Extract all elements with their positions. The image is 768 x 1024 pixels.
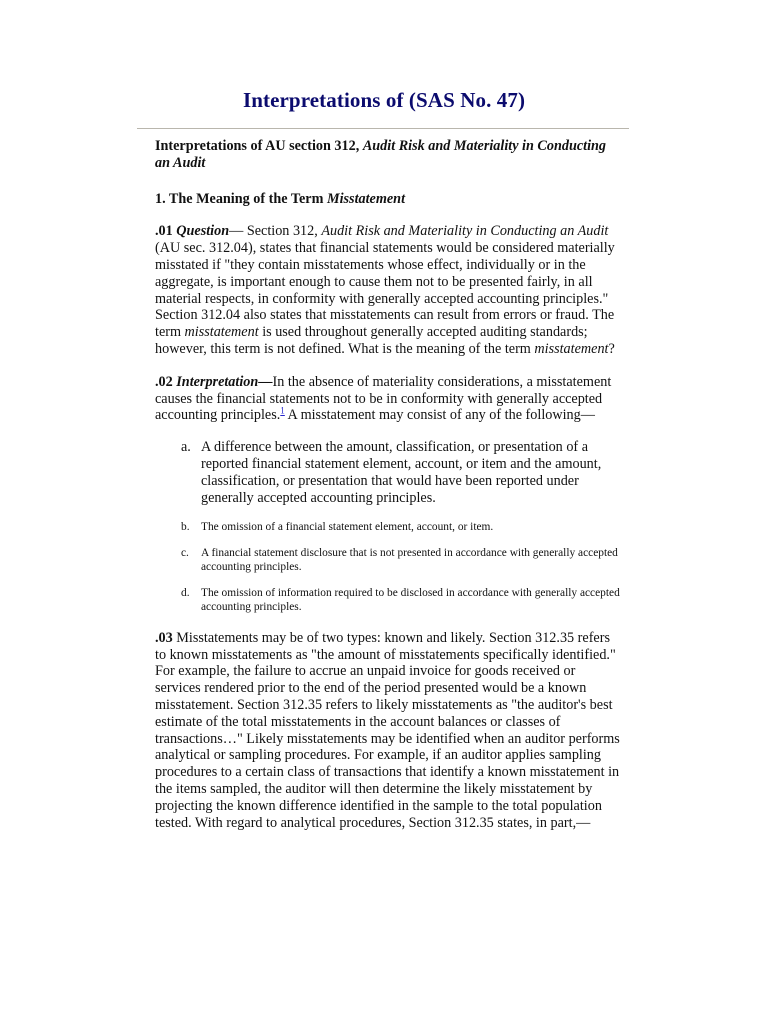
paragraph-text: is used throughout generally accepted auditing standards; however, this term is not defined. What is the meaning of the term: [155, 324, 588, 357]
list-marker: c.: [181, 546, 189, 559]
paragraph-italic: misstatement: [534, 340, 609, 357]
subtitle-text: Interpretations of AU section 312,: [155, 138, 363, 154]
list-item: [181, 439, 620, 506]
paragraph-italic: misstatement: [184, 324, 259, 341]
list-marker: d.: [181, 586, 190, 599]
title-divider: [137, 128, 629, 129]
list-item: [181, 546, 620, 575]
section-heading-text: 1. The Meaning of the Term: [155, 190, 327, 207]
paragraph-03: [155, 630, 620, 832]
paragraph-01: [155, 223, 620, 357]
paragraph-number: .03: [155, 629, 173, 646]
paragraph-italic: Audit Risk and Materiality in Conducting an Audit: [321, 223, 609, 240]
list-item: [181, 520, 620, 535]
paragraph-text: (AU sec. 312.04), states that financial statements would be considered materially misstated if "they contain misstatements whose effect, individually or in the aggregate, is important enough to cause them not to be presented fairly, in all material respects, in conformity with generally accepted accounting principles." Section 312.04 also states that misstatements can result from errors or fraud. The term: [155, 240, 615, 341]
misstatement-types-list: [155, 439, 620, 615]
paragraph-label: Interpretation: [176, 373, 259, 390]
paragraph-text: Misstatements may be of two types: known and likely. Section 312.35 refers to known misstatements as "the amount of misstatements specifically identified." For example, the failure to accrue an unpaid invoice for goods received or services rendered prior to the end of the period presented would be a known misstatement. Section 312.35 refers to likely misstatements as "the auditor's best estimate of the total misstatements in the account balances or classes of transactions…" Likely misstatements may be identified when an auditor performs analytical or sampling procedures. For example, if an auditor applies sampling procedures to a certain class of transactions that identify a known misstatement in the items sampled, the auditor will then determine the likely misstatement by projecting the known difference identified in the sample to the total population tested. With regard to analytical procedures, Section 312.35 states, in part,—: [155, 629, 620, 831]
paragraph-text: In the absence of materiality considerations, a misstatement causes the financial statements not to be in conformity with generally accepted accounting principles.: [155, 373, 612, 424]
list-item-text: The omission of information required to be disclosed in accordance with generally accepted accounting principles.: [201, 586, 620, 614]
paragraph-02: [155, 374, 620, 424]
paragraph-dash: —: [258, 373, 273, 390]
list-marker: a.: [181, 439, 191, 456]
document-body: [155, 138, 620, 831]
paragraph-number: .02: [155, 373, 177, 390]
list-item-text: A financial statement disclosure that is not presented in accordance with generally accepted accounting principles.: [201, 546, 618, 574]
document-subtitle: [155, 138, 620, 172]
paragraph-text: — Section 312,: [229, 223, 322, 240]
list-item: [181, 586, 620, 615]
paragraph-label: Question: [176, 223, 230, 240]
page-title: Interpretations of (SAS No. 47): [242, 88, 526, 112]
list-item-text: A difference between the amount, classification, or presentation of a reported financial statement element, account, or item and the amount, classification, or presentation that would have been reported under generally accepted accounting principles.: [201, 439, 602, 506]
list-marker: b.: [181, 521, 190, 534]
paragraph-number: .01: [155, 223, 177, 240]
list-item-text: The omission of a financial statement element, account, or item.: [201, 521, 494, 534]
paragraph-text: A misstatement may consist of any of the following—: [284, 407, 595, 424]
subtitle-italic-title: Audit Risk and Materiality in Conducting an Audit: [155, 138, 607, 171]
footnote-link[interactable]: 1: [280, 405, 285, 416]
paragraph-text: ?: [608, 340, 615, 357]
section-heading-italic: Misstatement: [326, 190, 406, 207]
section-heading: [155, 191, 620, 208]
